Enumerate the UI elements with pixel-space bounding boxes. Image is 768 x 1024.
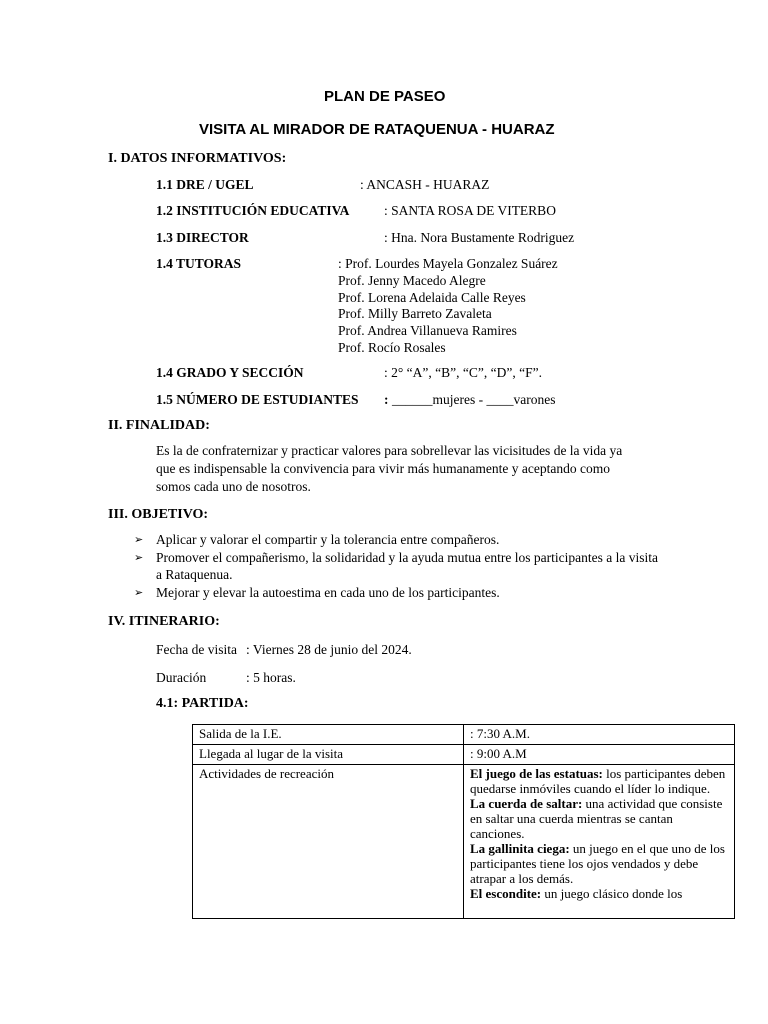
arrow-bullet-icon: ➢ <box>134 550 144 564</box>
field-label-director: 1.3 DIRECTOR <box>156 230 249 245</box>
section-heading-finalidad: II. FINALIDAD: <box>108 418 210 433</box>
field-label-dre: 1.1 DRE / UGEL <box>156 177 254 192</box>
schedule-table <box>192 724 735 919</box>
duracion-label: Duración <box>156 670 207 685</box>
table-cell: : 9:00 A.M <box>464 745 735 765</box>
activity-item <box>470 841 728 886</box>
activity-name: La cuerda de saltar: <box>470 796 583 811</box>
arrow-bullet-icon: ➢ <box>134 533 144 546</box>
tutor-name: Prof. Jenny Macedo Alegre <box>338 273 486 288</box>
list-item <box>134 584 659 602</box>
activity-name: La gallinita ciega: <box>470 841 570 856</box>
finalidad-line: somos cada uno de nosotros. <box>156 479 311 494</box>
field-label-tutoras: 1.4 TUTORAS <box>156 256 242 271</box>
activity-item <box>470 886 728 901</box>
field-label-grado: 1.4 GRADO Y SECCIÓN <box>156 365 304 380</box>
table-cell: : 7:30 A.M. <box>464 725 735 745</box>
document-title: PLAN DE PASEO <box>324 88 446 105</box>
table-cell: Actividades de recreación <box>193 765 464 919</box>
activity-desc: una actividad que consiste en saltar una cuerda mientras se cantan canciones. <box>470 796 723 841</box>
tutor-name: Prof. Lorena Adelaida Calle Reyes <box>338 290 526 305</box>
duracion-value: : 5 horas. <box>246 670 296 685</box>
field-value-grado: : 2° “A”, “B”, “C”, “D”, “F”. <box>384 365 542 380</box>
field-label-estudiantes: 1.5 NÚMERO DE ESTUDIANTES <box>156 392 359 407</box>
objetivo-text: Promover el compañerismo, la solidaridad y la ayuda mutua entre los participantes a la visita a Rataquenua. <box>156 549 658 582</box>
field-colon-estudiantes: : <box>384 392 389 407</box>
field-value-dre: : ANCASH - HUARAZ <box>360 177 490 192</box>
field-label-institucion: 1.2 INSTITUCIÓN EDUCATIVA <box>156 203 350 218</box>
activities-cell <box>464 765 735 919</box>
fecha-value: : Viernes 28 de junio del 2024. <box>246 642 412 657</box>
partida-heading: 4.1: PARTIDA: <box>156 696 249 711</box>
list-item <box>134 531 659 549</box>
tutor-name: : Prof. Lourdes Mayela Gonzalez Suárez <box>338 256 558 271</box>
arrow-bullet-icon: ➢ <box>134 585 144 599</box>
objetivo-list <box>134 531 659 601</box>
table-row <box>193 765 735 919</box>
tutor-name: Prof. Milly Barreto Zavaleta <box>338 306 492 321</box>
field-value-estudiantes: ______mujeres - ____varones <box>392 392 556 407</box>
field-value-institucion: : SANTA ROSA DE VITERBO <box>384 203 556 218</box>
tutor-name: Prof. Andrea Villanueva Ramires <box>338 323 517 338</box>
table-row <box>193 725 735 745</box>
activity-desc: un juego clásico donde los <box>541 886 683 901</box>
field-value-director: : Hna. Nora Bustamente Rodriguez <box>384 230 575 245</box>
activity-name: El juego de las estatuas: <box>470 766 603 781</box>
section-heading-itinerario: IV. ITINERARIO: <box>108 614 220 629</box>
activity-desc: los participantes deben quedarse inmóviles cuando el líder lo indique. <box>470 766 726 796</box>
objetivo-text: Mejorar y elevar la autoestima en cada uno de los participantes. <box>156 584 500 600</box>
section-heading-objetivo: III. OBJETIVO: <box>108 507 209 522</box>
table-cell: Salida de la I.E. <box>193 725 464 745</box>
fecha-label: Fecha de visita <box>156 642 237 657</box>
table-cell: Llegada al lugar de la visita <box>193 745 464 765</box>
finalidad-line: Es la de confraternizar y practicar valores para sobrellevar las vicisitudes de la vida ya <box>156 443 623 458</box>
table-row <box>193 745 735 765</box>
list-item <box>134 549 659 584</box>
activity-name: El escondite: <box>470 886 542 901</box>
finalidad-line: que es indispensable la convivencia para vivir más humanamente y aceptando como <box>156 461 610 476</box>
activity-desc: un juego en el que uno de los participantes tiene los ojos vendados y debe atrapar a los demás. <box>470 841 725 886</box>
section-heading-datos: I. DATOS INFORMATIVOS: <box>108 151 287 166</box>
activity-item <box>470 796 728 841</box>
document-subtitle: VISITA AL MIRADOR DE RATAQUENUA - HUARAZ <box>199 121 555 138</box>
objetivo-text: Aplicar y valorar el compartir y la tolerancia entre compañeros. <box>156 532 500 547</box>
tutor-name: Prof. Rocío Rosales <box>338 340 446 355</box>
activity-item <box>470 766 728 796</box>
